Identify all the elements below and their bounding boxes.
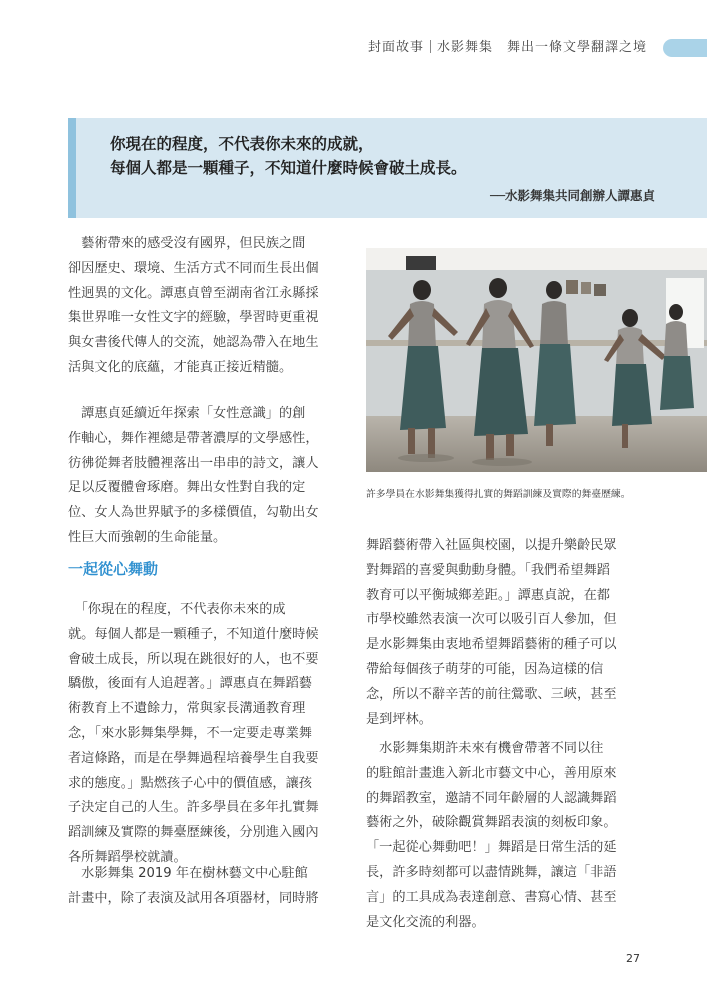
header-divider bbox=[430, 40, 431, 53]
text-line: 彷彿從舞者肢體裡落出一串串的詩文，讓人 bbox=[68, 455, 319, 471]
text-line: 性迥異的文化。譚惠貞曾至湖南省江永縣採 bbox=[68, 285, 319, 301]
header-tab bbox=[663, 39, 707, 57]
text-line: 長，許多時刻都可以盡情跳舞，讓這「非語 bbox=[366, 864, 617, 880]
header-topic: 水影舞集 bbox=[436, 40, 493, 55]
text-line: 術教育上不遺餘力，常與家長溝通教育理 bbox=[68, 701, 306, 717]
text-line: 「一起從心舞動吧！」舞蹈是日常生活的延 bbox=[366, 840, 617, 856]
running-header bbox=[368, 36, 647, 55]
text-line: 言」的工具成為表達創意、書寫心情、甚至 bbox=[366, 889, 617, 905]
text-line: 卻因歷史、環境、生活方式不同而生長出個 bbox=[68, 260, 319, 276]
text-line: 是文化交流的利器。 bbox=[366, 914, 485, 930]
text-line: 的舞蹈教室，邀請不同年齡層的人認識舞蹈 bbox=[366, 790, 617, 806]
text-line: 子決定自己的人生。許多學員在多年扎實舞 bbox=[68, 800, 319, 816]
pull-quote bbox=[68, 118, 707, 218]
quote-accent-bar bbox=[68, 118, 76, 218]
left-para-4 bbox=[68, 862, 319, 912]
dance-class-photo bbox=[366, 248, 707, 472]
page-number: 27 bbox=[626, 952, 640, 965]
text-line: 是到坪林。 bbox=[366, 711, 432, 727]
quote-attribution: ──水影舞集共同創辦人譚惠貞 bbox=[490, 188, 656, 203]
text-line: 水影舞集期許未來有機會帶著不同以往 bbox=[366, 741, 604, 756]
text-line: 念，「來水影舞集學舞，不一定要走專業舞 bbox=[68, 725, 312, 741]
text-line: 蹈訓練及實際的舞臺歷練後，分別進入國內 bbox=[68, 825, 319, 841]
text-line: 各所舞蹈學校就讀。 bbox=[68, 849, 187, 865]
text-line: 足以反覆體會琢磨。舞出女性對自我的定 bbox=[68, 480, 306, 496]
text-line: 會破土成長，所以現在跳很好的人，也不要 bbox=[68, 651, 319, 667]
text-line: 活與文化的底蘊，才能真正接近精髓。 bbox=[68, 359, 293, 375]
text-line: 位、女人為世界賦予的多樣價值，勾勒出女 bbox=[68, 505, 319, 521]
left-para-1 bbox=[68, 232, 319, 381]
text-line: 集世界唯一女性文字的經驗，學習時更重視 bbox=[68, 310, 319, 326]
text-line: 舞蹈藝術帶入社區與校園，以提升樂齡民眾 bbox=[366, 538, 617, 553]
text-line: 帶給每個孩子萌芽的可能，因為這樣的信 bbox=[366, 661, 604, 677]
photo-caption: 許多學員在水影舞集獲得扎實的舞蹈訓練及實際的舞臺歷練。 bbox=[366, 489, 631, 500]
left-para-2 bbox=[68, 402, 319, 551]
text-line: 性巨大而強韌的生命能量。 bbox=[68, 529, 227, 545]
text-line: 藝術之外，破除觀賞舞蹈表演的刻板印象。 bbox=[366, 815, 617, 831]
right-para-2 bbox=[366, 737, 617, 935]
text-line: 者這條路，而是在學舞過程培養學生自我要 bbox=[68, 750, 319, 766]
text-line: 的駐館計畫進入新北市藝文中心，善用原來 bbox=[366, 765, 617, 781]
header-title: 舞出一條文學翻譯之境 bbox=[506, 40, 647, 55]
text-line: 市學校雖然表演一次可以吸引百人參加，但 bbox=[366, 612, 617, 628]
text-line: 求的態度。」點燃孩子心中的價值感，讓孩 bbox=[68, 775, 312, 791]
text-line: 教育可以平衡城鄉差距。」譚惠貞說，在都 bbox=[366, 587, 610, 603]
text-line: 是水影舞集由衷地希望舞蹈藝術的種子可以 bbox=[366, 637, 617, 653]
text-line: 念，所以不辭辛苦的前往鶯歌、三峽，甚至 bbox=[366, 686, 617, 702]
header-section: 封面故事 bbox=[367, 40, 424, 55]
quote-line-2: 每個人都是一顆種子，不知道什麼時候會破土成長。 bbox=[110, 159, 467, 177]
text-line: 藝術帶來的感受沒有國界，但民族之間 bbox=[68, 236, 306, 251]
text-line: 譚惠貞延續近年探索「女性意識」的創 bbox=[68, 406, 306, 421]
left-para-3 bbox=[68, 598, 319, 871]
right-para-1 bbox=[366, 534, 617, 732]
text-line: 水影舞集 2019 年在樹林藝文中心駐館 bbox=[68, 866, 308, 881]
text-line: 對舞蹈的喜愛與動動身體。「我們希望舞蹈 bbox=[366, 562, 610, 578]
text-line: 與女書後代傳人的交流，她認為帶入在地生 bbox=[68, 335, 319, 351]
text-line: 「你現在的程度，不代表你未來的成 bbox=[68, 602, 286, 617]
quote-line-1: 你現在的程度，不代表你未來的成就， bbox=[110, 135, 374, 153]
section-subheading: 一起從心舞動 bbox=[68, 560, 159, 578]
text-line: 計畫中，除了表演及試用各項器材，同時將 bbox=[68, 890, 319, 906]
text-line: 作軸心，舞作裡總是帶著濃厚的文學感性， bbox=[68, 430, 319, 446]
text-line: 驕傲，後面有人追趕著。」譚惠貞在舞蹈藝 bbox=[68, 676, 312, 692]
text-line: 就。每個人都是一顆種子，不知道什麼時候 bbox=[68, 626, 319, 642]
